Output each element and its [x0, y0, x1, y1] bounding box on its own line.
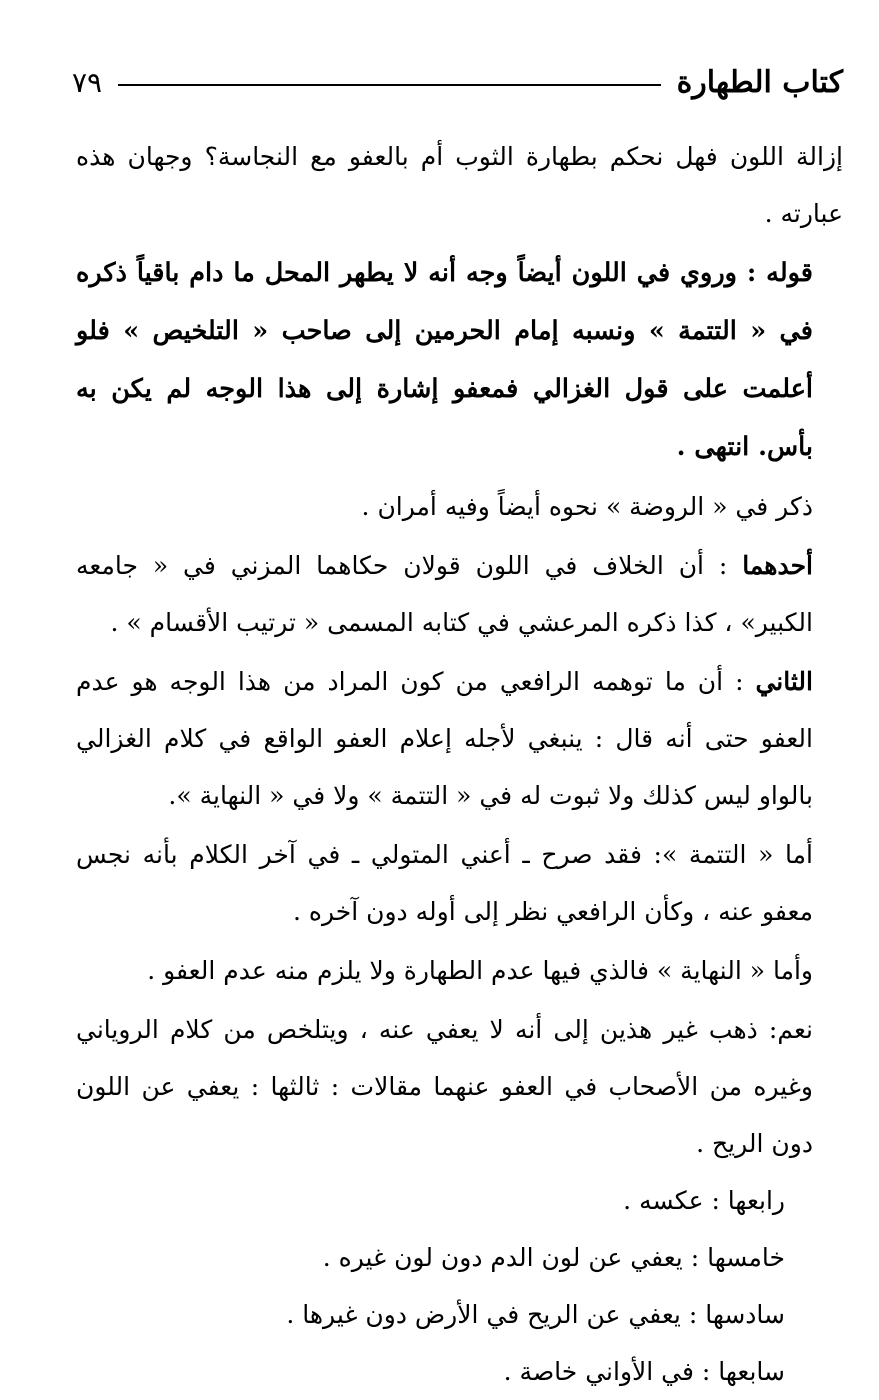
paragraph-8: نعم: ذهب غير هذين إلى أنه لا يعفي عنه ، ويتلخص من كلام الروياني وغيره من الأصحاب في العفو عنهما مقالات : ثالثها : يعفي عن اللون دون الريح .	[76, 1015, 813, 1158]
page-body	[76, 128, 843, 1400]
paragraph-7: وأما « النهاية » فالذي فيها عدم الطهارة ولا يلزم منه عدم العفو .	[147, 956, 813, 985]
paragraph-6: أما « التتمة »: فقد صرح ـ أعني المتولي ـ في آخر الكلام بأنه نجس معفو عنه ، وكأن الرافعي نظر إلى أوله دون آخره .	[76, 840, 813, 926]
first-point-heading: أحدهما	[742, 551, 813, 580]
list-item: سادسها : يعفي عن الريح في الأرض دون غيرها .	[286, 1300, 785, 1329]
paragraph-3: ذكر في « الروضة » نحوه أيضاً وفيه أمران .	[361, 492, 813, 521]
chapter-title: كتاب الطهارة	[676, 64, 843, 100]
first-point-text: : أن الخلاف في اللون قولان حكاهما المزني في « جامعه الكبير» ، كذا ذكره المرعشي في كتابه المسمى « ترتيب الأقسام » .	[76, 551, 813, 637]
header-rule	[118, 84, 661, 86]
second-point-heading: الثاني	[755, 667, 813, 696]
list-item: خامسها : يعفي عن لون الدم دون لون غيره .	[322, 1243, 785, 1272]
second-point-text: : أن ما توهمه الرافعي من كون المراد من هذا الوجه هو عدم العفو حتى أنه قال : ينبغي لأجله إعلام العفو الواقع في كلام الغزالي بالواو ليس كذلك ولا ثبوت له في « التتمة » ولا في « النهاية ».	[76, 667, 813, 810]
paragraph-1: إزالة اللون فهل نحكم بطهارة الثوب أم بالعفو مع النجاسة؟ وجهان هذه عبارته .	[76, 142, 843, 228]
list-item: رابعها : عكسه .	[623, 1186, 785, 1215]
page-number: ٧٩	[72, 65, 103, 99]
paragraph-first-point	[76, 537, 843, 651]
quoted-paragraph: قوله : وروي في اللون أيضاً وجه أنه لا يطهر المحل ما دام باقياً ذكره في « التتمة » ونسبه إمام الحرمين إلى صاحب « التلخيص » فلو أعلمت على قول الغزالي فمعفو إشارة إلى هذا الوجه لم يكن به بأس. انتهى .	[76, 258, 813, 462]
list-item: سابعها : في الأواني خاصة .	[503, 1357, 785, 1386]
running-header	[72, 58, 843, 106]
paragraph-second-point	[76, 653, 843, 824]
